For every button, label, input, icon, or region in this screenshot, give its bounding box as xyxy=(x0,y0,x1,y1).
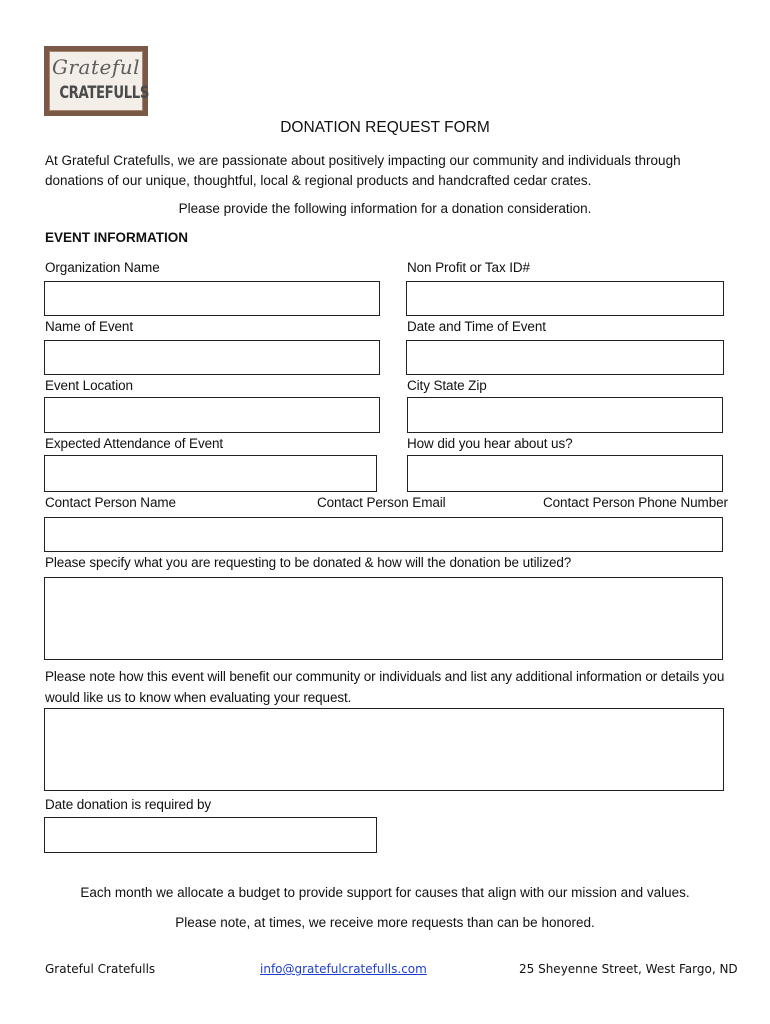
attendance-field[interactable] xyxy=(44,455,377,492)
how-heard-label: How did you hear about us? xyxy=(407,436,573,451)
organization-name-field[interactable] xyxy=(44,281,380,316)
request-details-label: Please specify what you are requesting to be donated & how will the donation be utilized? xyxy=(45,555,572,570)
contact-email-label: Contact Person Email xyxy=(317,495,446,510)
benefit-details-field[interactable] xyxy=(44,708,724,791)
city-state-zip-label: City State Zip xyxy=(407,378,487,393)
date-required-label: Date donation is required by xyxy=(45,797,212,812)
event-datetime-label: Date and Time of Event xyxy=(407,319,546,334)
date-required-field[interactable] xyxy=(44,817,377,853)
requests-note: Please note, at times, we receive more requests than can be honored. xyxy=(175,915,595,930)
footer-company: Grateful Cratefulls xyxy=(45,962,156,976)
benefit-details-label: Please note how this event will benefit our community or individuals and list any additional information or details you would like us to know when evaluating your request. xyxy=(45,669,725,705)
intro-paragraph: At Grateful Cratefulls, we are passionate about positively impacting our community and individuals through donations of our unique, thoughtful, local & regional products and handcrafted cedar crates. xyxy=(45,153,681,188)
event-location-field[interactable] xyxy=(44,397,380,433)
event-datetime-field[interactable] xyxy=(406,340,724,375)
logo-main-text: CRATEFULLS xyxy=(59,83,150,103)
company-logo xyxy=(44,46,148,116)
contact-info-field[interactable] xyxy=(44,517,723,552)
footer-address: 25 Sheyenne Street, West Fargo, ND xyxy=(519,962,738,976)
logo-script-text: Grateful xyxy=(51,55,140,79)
tax-id-field[interactable] xyxy=(406,281,724,316)
form-title: DONATION REQUEST FORM xyxy=(280,119,490,136)
tax-id-label: Non Profit or Tax ID# xyxy=(407,260,530,275)
footer-email-link[interactable]: info@gratefulcratefulls.com xyxy=(260,962,427,976)
instruction-text: Please provide the following information for a donation consideration. xyxy=(178,201,592,216)
event-location-label: Event Location xyxy=(45,378,133,393)
contact-phone-label: Contact Person Phone Number xyxy=(543,495,728,510)
city-state-zip-field[interactable] xyxy=(407,397,723,433)
event-name-label: Name of Event xyxy=(45,319,133,334)
contact-name-label: Contact Person Name xyxy=(45,495,176,510)
organization-name-label: Organization Name xyxy=(45,260,160,275)
budget-note: Each month we allocate a budget to provide support for causes that align with our mission and values. xyxy=(80,885,690,900)
section-title: EVENT INFORMATION xyxy=(45,230,188,245)
request-details-field[interactable] xyxy=(44,577,723,660)
how-heard-field[interactable] xyxy=(407,455,723,492)
event-name-field[interactable] xyxy=(44,340,380,375)
attendance-label: Expected Attendance of Event xyxy=(45,436,224,451)
